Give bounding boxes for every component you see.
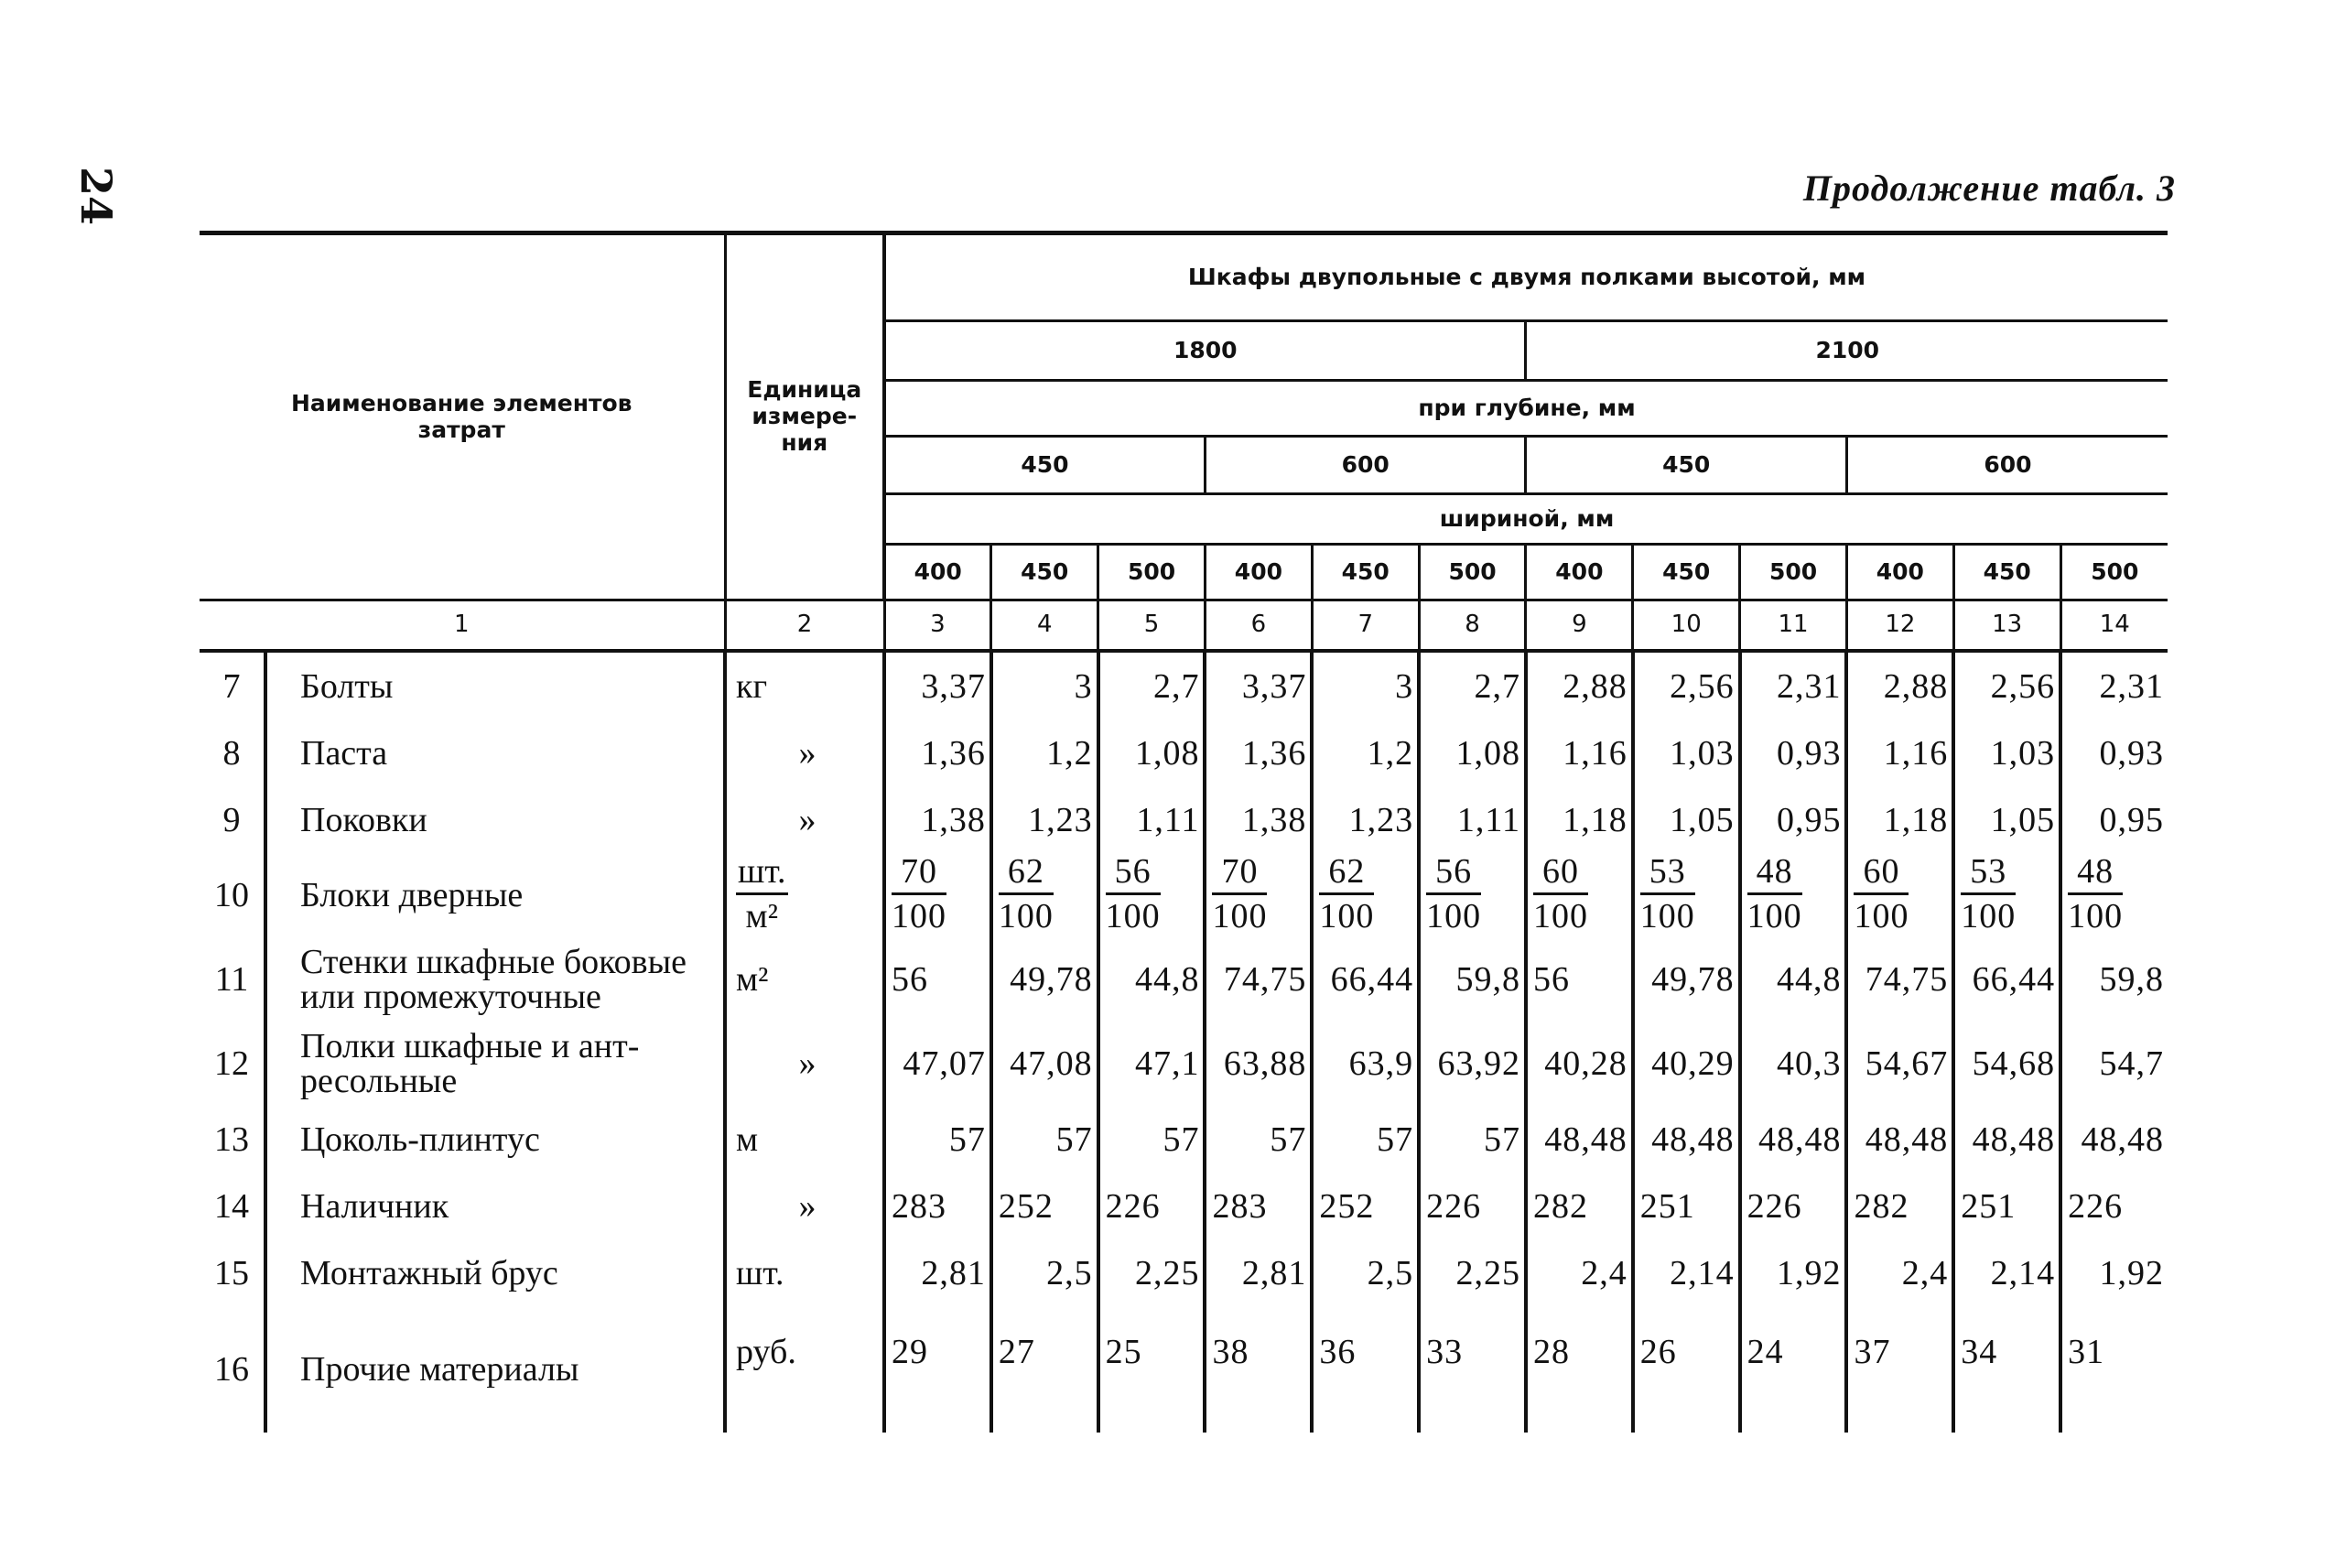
value-cell: 48,48 [2081,1119,2165,1159]
row-name-cell [200,1022,725,1106]
value-cell [1526,853,1633,937]
value-cell: 57 [991,1106,1098,1173]
table-header [200,233,2168,652]
row-number: 8 [222,733,241,773]
row-unit: шт. [725,1239,884,1306]
value-numerator: 70 [1212,854,1267,895]
header-width: 500 [2060,545,2168,600]
value-cell: 2,14 [1633,1239,1740,1306]
header-depth: 450 [884,437,1205,494]
row-name-cell [200,1173,725,1239]
value-cell: 49,78 [1633,937,1740,1022]
value-cell: 66,44 [1312,937,1419,1022]
header-width: 400 [1526,545,1633,600]
value-cell: 1,18 [1526,786,1633,853]
value-cell: 1,18 [1846,786,1953,853]
value-cell: 37 [1846,1306,1953,1433]
value-cell: 56 [1526,937,1633,1022]
value-cell: 27 [991,1306,1098,1433]
value-cell: 26 [1633,1306,1740,1433]
value-cell [884,853,991,937]
value-cell: 1,03 [1953,719,2060,786]
value-cell: 54,7 [2099,1044,2165,1083]
value-numerator: 62 [1319,854,1374,895]
row-name: Поковки [264,786,427,853]
header-depth: 600 [1846,437,2168,494]
row-name: Паста [264,719,387,786]
value-cell: 2,56 [1953,651,2060,719]
value-cell: 2,31 [2099,666,2165,706]
table-row [200,1306,2168,1433]
value-cell: 1,05 [1953,786,2060,853]
value-fraction [1106,854,1161,934]
value-cell: 33 [1419,1306,1526,1433]
value-cell: 1,16 [1526,719,1633,786]
value-cell: 47,07 [884,1022,991,1106]
value-cell: 59,8 [1419,937,1526,1022]
value-cell: 48,48 [1846,1106,1953,1173]
page-number: 24 [71,167,121,226]
value-denominator: 100 [998,897,1054,935]
value-cell [1205,853,1312,937]
column-number: 3 [884,600,991,652]
value-cell: 2,31 [1740,651,1847,719]
value-cell: 0,93 [2099,733,2165,773]
column-number: 10 [1633,600,1740,652]
header-name-column: Наименование элементов затрат [200,233,725,600]
column-number: 14 [2060,600,2168,652]
value-denominator: 100 [1746,897,1802,935]
value-cell: 63,92 [1419,1022,1526,1106]
row-name: Наличник [264,1173,449,1239]
row-unit [725,853,884,937]
value-fraction [1640,854,1695,934]
value-cell: 251 [1633,1173,1740,1239]
table-row [200,1106,2168,1173]
header-depth: 600 [1205,437,1525,494]
value-cell: 74,75 [1205,937,1312,1022]
value-cell: 1,38 [1205,786,1312,853]
row-number: 10 [214,876,249,914]
row-name-cell [200,1106,725,1173]
value-cell: 1,36 [884,719,991,786]
value-cell: 252 [991,1173,1098,1239]
value-cell: 34 [1953,1306,2060,1433]
row-number: 13 [214,1119,249,1159]
value-cell: 0,93 [1740,719,1847,786]
value-cell [1098,853,1206,937]
value-cell: 283 [884,1173,991,1239]
row-name: Стенки шкафные боковые или промежуточные [264,937,723,1022]
value-cell: 2,14 [1953,1239,2060,1306]
value-cell: 1,16 [1846,719,1953,786]
value-cell: 1,38 [884,786,991,853]
row-unit: » [725,719,884,786]
value-cell: 2,81 [1205,1239,1312,1306]
value-cell: 0,95 [2099,800,2165,839]
table-caption: Продолжение табл. 3 [1802,168,2176,209]
value-cell: 226 [1740,1173,1847,1239]
table-row [200,719,2168,786]
header-width-label: шириной, мм [1439,504,1615,532]
value-cell: 29 [884,1306,991,1433]
value-cell: 57 [1205,1106,1312,1173]
header-width: 400 [884,545,991,600]
value-cell [1419,853,1526,937]
value-cell [1312,853,1419,937]
value-cell: 0,95 [1740,786,1847,853]
row-name-cell [200,1239,725,1306]
value-denominator: 100 [1532,897,1588,935]
value-denominator: 100 [1639,897,1695,935]
value-cell: 1,05 [1633,786,1740,853]
value-fraction [1961,854,2016,934]
value-numerator: 62 [999,854,1054,895]
value-cell: 2,25 [1098,1239,1206,1306]
value-cell: 48,48 [1633,1106,1740,1173]
value-fraction [1426,854,1481,934]
row-name-cell [200,786,725,853]
value-cell: 49,78 [991,937,1098,1022]
value-cell: 3,37 [884,651,991,719]
unit-fraction [736,854,788,934]
value-cell: 2,25 [1419,1239,1526,1306]
row-name: Болты [264,653,393,719]
value-cell: 282 [1526,1173,1633,1239]
value-cell: 57 [1419,1106,1526,1173]
value-denominator: 100 [1961,897,2017,935]
value-fraction [892,854,946,934]
value-cell: 1,36 [1205,719,1312,786]
column-number: 1 [200,600,725,652]
value-denominator: 100 [1319,897,1375,935]
value-denominator: 100 [892,897,946,935]
row-name-cell [200,651,725,719]
header-width: 450 [1312,545,1419,600]
value-cell: 57 [1312,1106,1419,1173]
table-row [200,1022,2168,1106]
column-number: 11 [1740,600,1847,652]
value-fraction [999,854,1054,934]
value-cell: 63,88 [1205,1022,1312,1106]
table-row [200,1239,2168,1306]
value-numerator: 48 [2068,854,2123,895]
value-cell: 1,11 [1419,786,1526,853]
value-cell: 282 [1846,1173,1953,1239]
row-unit: » [725,786,884,853]
value-cell: 2,81 [884,1239,991,1306]
value-cell: 40,29 [1633,1022,1740,1106]
value-cell: 2,5 [991,1239,1098,1306]
value-cell: 59,8 [2099,960,2165,999]
value-cell: 1,08 [1419,719,1526,786]
value-fraction [2068,854,2123,934]
row-number: 15 [214,1253,249,1292]
value-numerator: 56 [1426,854,1481,895]
value-cell: 66,44 [1953,937,2060,1022]
column-number: 7 [1312,600,1419,652]
header-depth-label: при глубине, мм [884,381,2168,437]
header-width: 450 [1633,545,1740,600]
row-name-cell [200,1306,725,1433]
unit-numerator: шт. [736,854,788,895]
header-unit-column: Единица измерения [725,233,884,600]
value-numerator: 60 [1854,854,1909,895]
value-cell: 1,2 [1312,719,1419,786]
value-numerator: 60 [1533,854,1588,895]
value-cell: 63,9 [1312,1022,1419,1106]
value-cell: 3 [1312,651,1419,719]
value-numerator: 48 [1747,854,1802,895]
value-cell: 56 [884,937,991,1022]
row-unit: кг [725,651,884,719]
table-row [200,786,2168,853]
value-cell: 252 [1312,1173,1419,1239]
value-fraction [1854,854,1909,934]
column-number: 9 [1526,600,1633,652]
cost-table [200,231,2168,1433]
value-numerator: 53 [1640,854,1695,895]
value-cell: 3,37 [1205,651,1312,719]
table-body [200,651,2168,1433]
column-number: 5 [1098,600,1206,652]
value-cell: 28 [1526,1306,1633,1433]
value-cell: 2,4 [1526,1239,1633,1306]
column-numbers-row [200,600,2168,652]
column-number: 8 [1419,600,1526,652]
value-cell: 24 [1740,1306,1847,1433]
header-height-2100: 2100 [1526,321,2168,381]
value-cell: 48,48 [1740,1106,1847,1173]
value-cell: 2,88 [1846,651,1953,719]
value-denominator: 100 [2068,897,2124,935]
row-unit: м² [725,937,884,1022]
row-unit: » [725,1022,884,1106]
value-denominator: 100 [1105,897,1161,935]
header-width: 450 [1953,545,2060,600]
row-number: 11 [214,960,249,999]
row-name: Полки шкафные и антресольные [264,1022,723,1106]
header-group: Шкафы двупольные с двумя полками высотой, мм [884,233,2168,321]
value-cell [1633,853,1740,937]
table-row [200,1173,2168,1239]
header-width: 500 [1740,545,1847,600]
value-cell [1846,853,1953,937]
row-number: 7 [222,666,241,706]
row-number: 9 [222,800,241,839]
column-number: 6 [1205,600,1312,652]
header-width: 400 [1846,545,1953,600]
table-row [200,853,2168,937]
row-unit: » [725,1173,884,1239]
value-cell: 44,8 [1098,937,1206,1022]
value-cell: 1,11 [1098,786,1206,853]
value-cell: 57 [1098,1106,1206,1173]
value-cell [1740,853,1847,937]
value-cell: 1,92 [1740,1239,1847,1306]
row-name-cell [200,853,725,937]
value-cell: 2,56 [1633,651,1740,719]
header-width: 500 [1098,545,1206,600]
value-cell: 226 [1098,1173,1206,1239]
value-cell: 1,92 [2099,1253,2165,1292]
value-cell [2060,853,2168,937]
value-cell: 226 [1419,1173,1526,1239]
row-name: Монтажный брус [264,1239,558,1306]
header-width: 450 [991,545,1098,600]
value-fraction [1212,854,1267,934]
value-numerator: 53 [1961,854,2016,895]
row-name-cell [200,937,725,1022]
row-name: Цоколь-плинтус [264,1106,540,1173]
value-cell: 40,28 [1526,1022,1633,1106]
value-cell: 31 [2068,1333,2105,1371]
value-denominator: 100 [1854,897,1909,935]
header-width: 400 [1205,545,1312,600]
value-cell: 48,48 [1953,1106,2060,1173]
value-cell: 2,5 [1312,1239,1419,1306]
column-number: 4 [991,600,1098,652]
value-cell: 1,03 [1633,719,1740,786]
value-cell: 3 [991,651,1098,719]
value-cell: 1,23 [1312,786,1419,853]
column-number: 12 [1846,600,1953,652]
value-cell: 283 [1205,1173,1312,1239]
value-cell: 2,4 [1846,1239,1953,1306]
row-unit: руб. [725,1306,884,1433]
value-cell [1953,853,2060,937]
value-cell: 74,75 [1846,937,1953,1022]
header-width: 500 [1419,545,1526,600]
value-fraction [1319,854,1374,934]
row-number: 16 [214,1350,249,1389]
value-cell: 2,7 [1419,651,1526,719]
value-numerator: 70 [892,854,946,895]
value-cell: 47,1 [1098,1022,1206,1106]
value-cell [991,853,1098,937]
value-cell: 40,3 [1740,1022,1847,1106]
value-cell: 54,67 [1846,1022,1953,1106]
value-fraction [1747,854,1802,934]
row-number: 12 [214,1044,249,1083]
row-name-cell [200,719,725,786]
column-number: 2 [725,600,884,652]
value-cell: 47,08 [991,1022,1098,1106]
value-cell: 2,7 [1098,651,1206,719]
unit-denominator: м² [745,897,778,935]
value-cell: 44,8 [1740,937,1847,1022]
row-number: 14 [214,1186,249,1226]
table-row [200,937,2168,1022]
value-cell: 57 [884,1106,991,1173]
value-cell: 1,2 [991,719,1098,786]
value-fraction [1533,854,1588,934]
header-height-1800: 1800 [884,321,1526,381]
value-cell: 1,23 [991,786,1098,853]
value-cell: 38 [1205,1306,1312,1433]
value-cell: 1,08 [1098,719,1206,786]
table-row [200,651,2168,719]
value-denominator: 100 [1212,897,1268,935]
value-cell: 36 [1312,1306,1419,1433]
row-name: Прочие материалы [264,1306,579,1433]
value-numerator: 56 [1106,854,1161,895]
header-depth: 450 [1526,437,1846,494]
value-cell: 2,88 [1526,651,1633,719]
value-cell: 54,68 [1953,1022,2060,1106]
row-unit: м [725,1106,884,1173]
value-denominator: 100 [1426,897,1482,935]
value-cell: 25 [1098,1306,1206,1433]
value-cell: 226 [2068,1186,2124,1226]
row-name: Блоки дверные [264,853,523,937]
value-cell: 48,48 [1526,1106,1633,1173]
column-number: 13 [1953,600,2060,652]
value-cell: 251 [1953,1173,2060,1239]
